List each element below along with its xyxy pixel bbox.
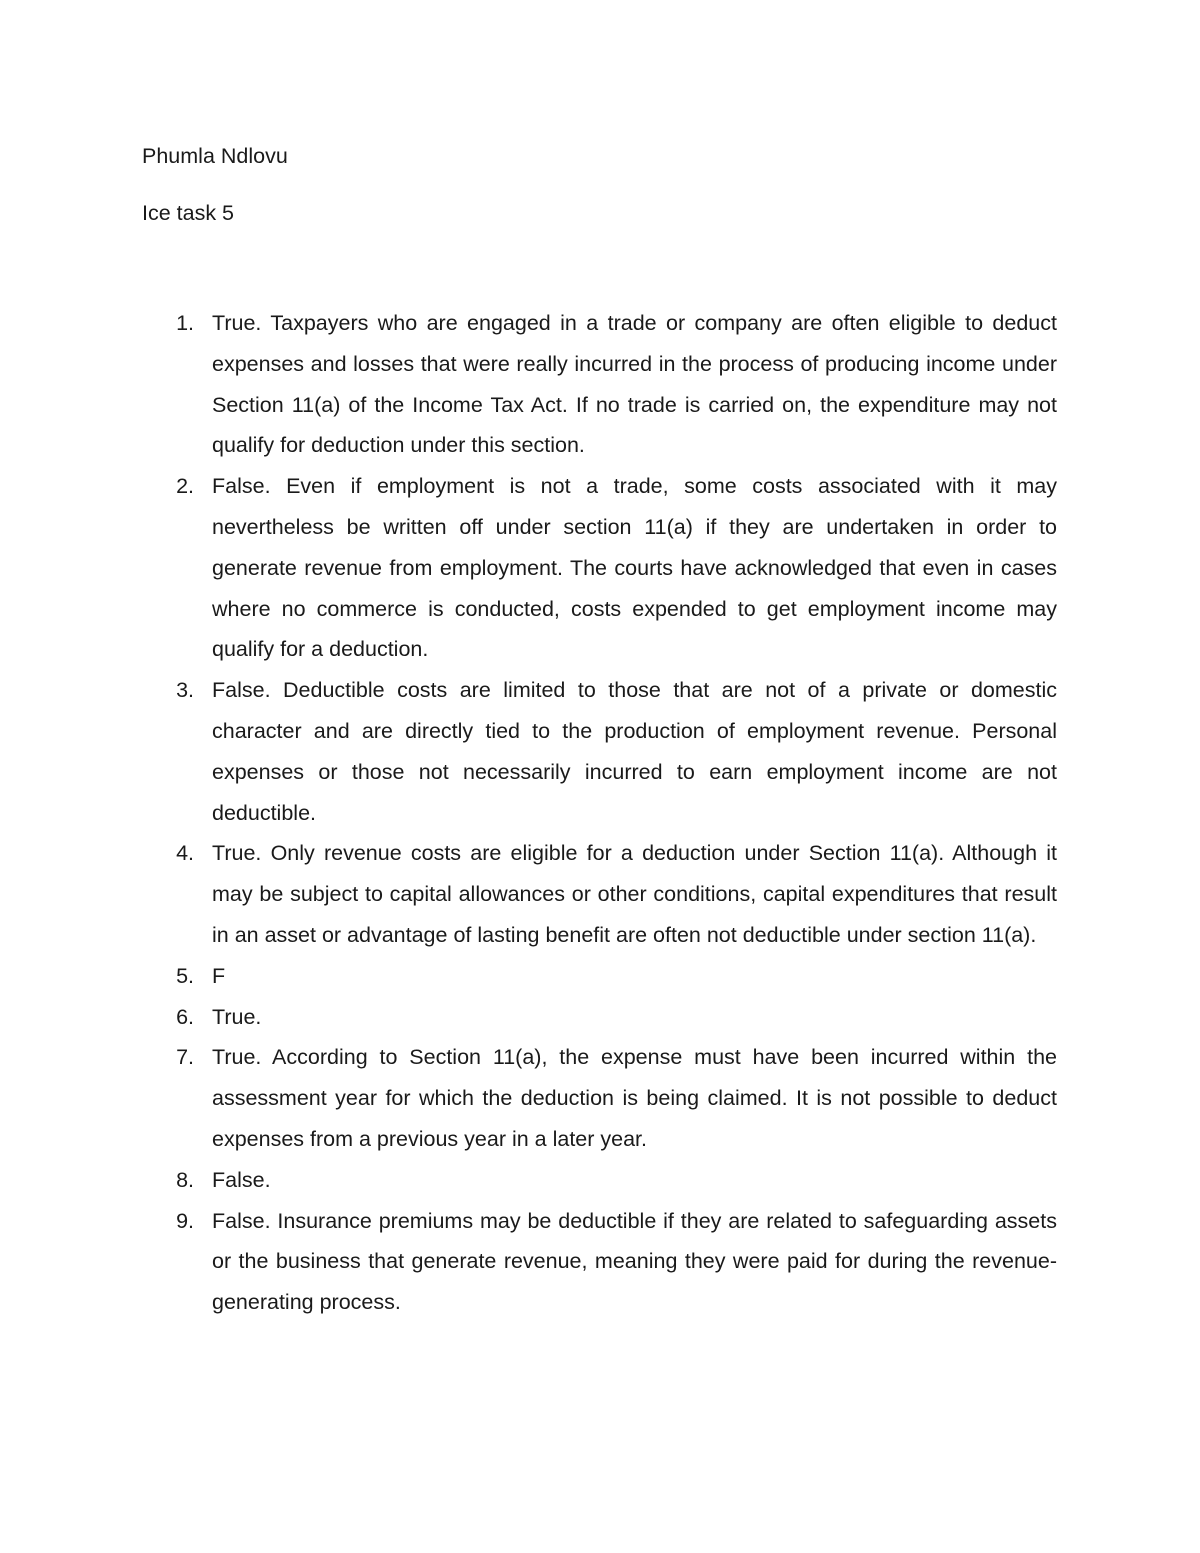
list-item [0,997,1057,1038]
item-text: True. Taxpayers who are engaged in a trade or company are often eligible to deduct expenses and losses that were really incurred in the process of producing income under Section 11(a) of the Income Tax Act. If no trade is carried on, the expenditure may not qualify for deduction under this section. [212,311,1057,458]
list-item [0,1037,1057,1159]
item-number: 3. [176,678,194,703]
task-title: Ice task 5 [142,201,235,225]
list-item [0,670,1057,833]
item-number: 6. [176,1004,194,1029]
item-text: False. Even if employment is not a trade, some costs associated with it may nevertheless be written off under section 11(a) if they are undertaken in order to generate revenue from employment. The courts have acknowledged that even in cases where no commerce is conducted, costs expended to get employment income may qualify for a deduction. [212,474,1057,662]
list-item [0,466,1057,670]
item-number: 8. [176,1167,194,1192]
list-item [0,303,1057,466]
item-text: False. [212,1167,271,1192]
list-item [0,1160,1057,1201]
answer-list [0,303,1200,1323]
item-text: F [212,963,226,988]
item-text: True. [212,1004,262,1029]
item-number: 1. [176,311,194,335]
item-text: False. Deductible costs are limited to those that are not of a private or domestic character and are directly tied to the production of employment revenue. Personal expenses or those not necessarily incurred to earn employment income are not deductible. [212,678,1057,825]
item-text: False. Insurance premiums may be deductible if they are related to safeguarding assets or the business that generate revenue, meaning they were paid for during the revenue-generating process. [212,1208,1057,1315]
list-item [0,833,1057,955]
item-number: 5. [176,963,194,988]
item-text: True. According to Section 11(a), the expense must have been incurred within the assessment year for which the deduction is being claimed. It is not possible to deduct expenses from a previous year in a later year. [212,1045,1057,1151]
item-number: 9. [176,1208,194,1233]
author-name: Phumla Ndlovu [142,144,288,168]
list-item [0,956,1057,997]
item-number: 7. [176,1045,194,1070]
item-number: 4. [176,841,194,866]
list-item [0,1201,1057,1323]
item-number: 2. [176,474,194,499]
item-text: True. Only revenue costs are eligible for a deduction under Section 11(a). Although it may be subject to capital allowances or other conditions, capital expenditures that result in an asset or advantage of lasting benefit are often not deductible under section 11(a). [212,841,1057,947]
